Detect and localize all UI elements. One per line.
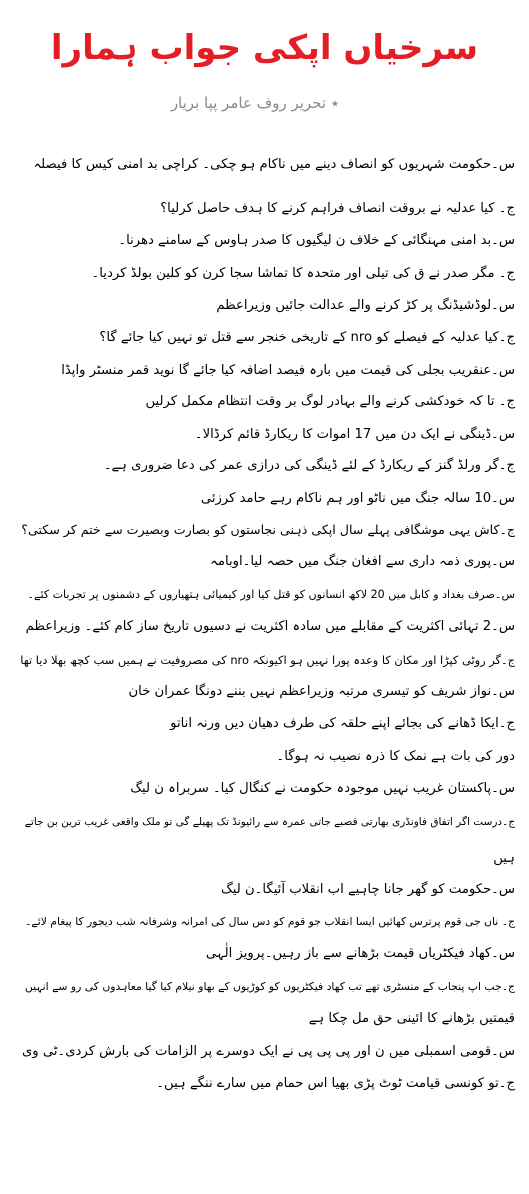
article-line: قیمتیں بڑھانے کا ائینی حق مل چکا ہے bbox=[308, 1011, 515, 1026]
article-line: س۔حکومت کو گھر جانا چاہیے اب انقلاب آئیگا۔ن لیگ bbox=[220, 882, 515, 897]
article-line: س۔نواز شریف کو تیسری مرتبہ وزیراعظم نہیں بننے دونگا عمران خان bbox=[128, 684, 515, 699]
article-line: س۔صرف بغداد و کابل میں 20 لاکھ انسانوں کو قتل کیا اور کیمیائی ہتھیاروں کے دشمنوں پر تجربات کئے۔ bbox=[27, 588, 515, 601]
article-line: س۔پاکستان غریب نہیں موجودہ حکومت نے کنگال کیا۔ سربراہ ن لیگ bbox=[130, 781, 515, 796]
article-line: س۔2 تہائی اکثریت کے مقابلے میں سادہ اکثریت نے دسیوں تاریخ ساز کام کئے۔ وزیراعظم bbox=[25, 619, 515, 634]
article-line: ہیں bbox=[493, 851, 515, 866]
article-line: دور کی بات ہے نمک کا ذرہ نصیب نہ ہوگا۔ bbox=[276, 749, 515, 764]
article-line: ج۔تو کونسی قیامت ٹوٹ پڑی بھیا اس حمام میں سارے ننگے ہیں۔ bbox=[156, 1076, 515, 1091]
article-line: س۔ڈینگی نے ایک دن میں 17 اموات کا ریکارڈ قائم کرڈالا۔ bbox=[194, 427, 515, 442]
article-line: س۔پوری ذمہ داری سے افغان جنگ میں حصہ لیا۔اوبامہ bbox=[210, 554, 515, 569]
article-line: ج۔جب اپ پنجاب کے منسٹری تھے تب کھاد فیکٹریوں کو کوڑیوں کے بھاو نیلام کیا گیا معاہدوں کی رو سے انہیں bbox=[24, 980, 515, 993]
article-line: س۔حکومت شہریوں کو انصاف دینے میں ناکام ہو چکی۔ کراچی بد امنی کیس کا فیصلہ bbox=[33, 157, 515, 172]
article-line: س۔بد امنی مہنگائی کے خلاف ن لیگیوں کا صدر ہاوس کے سامنے دھرنا۔ bbox=[118, 233, 515, 248]
article-line: ج۔کیا عدلیہ کے فیصلے کو nro کے تاریخی خنجر سے قتل تو نہیں کیا جائے گا؟ bbox=[99, 330, 515, 345]
author-byline: ٭ تحریر روف عامر پپا بریار bbox=[170, 94, 339, 112]
article-line: س۔کھاد فیکٹریاں قیمت بڑھانے سے باز رہیں۔پرویز الٰہی bbox=[205, 946, 515, 961]
page-title: سرخیاں اپکی جواب ہمارا bbox=[50, 28, 479, 68]
article-line: ج۔گر روٹی کپڑا اور مکان کا وعدہ پورا نہیں ہو اکیونکہ nro کی مصروفیت نے ہمیں سب کچھ بھلا دیا تھا bbox=[20, 653, 515, 667]
article-line: س۔10 سالہ جنگ میں ناٹو اور ہم ناکام رہے حامد کرزئی bbox=[200, 491, 515, 506]
article-line: ج۔ ناں جی قوم پرترس کھائیں ایسا انقلاب جو قوم کو دس سال کی امرانہ وشرفانہ شب دیجور کا پیغام لائے۔ bbox=[25, 915, 515, 928]
article-line: س۔عنقریب بجلی کی قیمت میں بارہ فیصد اضافہ کیا جائے گا نوید قمر منسٹر واپڈا bbox=[61, 363, 515, 378]
article-line: ج۔ مگر صدر نے ق کی تیلی اور متحدہ کا تماشا سجا کرن کو کلین بولڈ کردیا۔ bbox=[91, 266, 515, 281]
article-line: ج۔ کیا عدلیہ نے بروقت انصاف فراہم کرنے کا ہدف حاصل کرلیا؟ bbox=[160, 201, 515, 216]
article-line: س۔قومی اسمبلی میں ن اور پی پی پی نے ایک دوسرے پر الزامات کی بارش کردی۔ٹی وی bbox=[21, 1044, 515, 1059]
article-line: ج۔ایکا ڈھانے کی بجائے اپنے حلقہ کی طرف دھیان دیں ورنہ اناتو bbox=[170, 716, 515, 731]
article-line: ج۔درست اگر اتفاق فاونڈری بھارتی قصبے جاتی عمرہ سے رائیونڈ تک پھیلے گی تو ملک واقعی غریب ترین بن جاتے bbox=[24, 816, 515, 828]
article-line: س۔لوڈشیڈنگ پر کڑ کرنے والے عدالت جائیں وزیراعظم bbox=[216, 298, 515, 313]
article-line: ج۔ تا کہ خودکشی کرنے والے بہادر لوگ بر وقت انتظام مکمل کرلیں bbox=[145, 394, 515, 409]
article-line: ج۔کاش یہی موشگافی پہلے سال اپکی ذہنی نجاستوں کو بصارت وبصیرت سے ختم کر سکتی؟ bbox=[21, 522, 515, 537]
article-line: ج۔گر ورلڈ گنز کے ریکارڈ کے لئے ڈینگی کی درازی عمر کی دعا ضروری ہے۔ bbox=[103, 458, 515, 473]
